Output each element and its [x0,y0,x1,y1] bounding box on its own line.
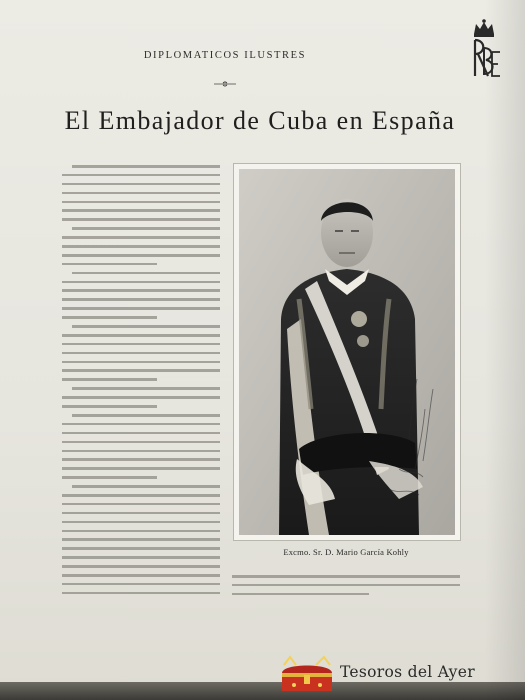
text-line [62,432,220,435]
text-line [72,272,220,275]
text-line [62,369,220,372]
text-line [62,236,220,239]
text-line [62,458,220,461]
text-line [62,174,220,177]
text-line [72,414,220,417]
header-ornament-icon [214,80,236,88]
text-line [232,584,460,587]
text-line [72,387,220,390]
text-line [62,209,220,212]
text-line [62,476,157,479]
text-line [62,467,220,470]
text-line [62,538,220,541]
text-line [62,494,220,497]
text-line [62,574,220,577]
text-line [62,218,220,221]
royal-crown-monogram-icon [466,18,502,80]
text-line [62,307,220,310]
portrait-caption: Excmo. Sr. D. Mario García Kohly [283,547,409,557]
text-line [62,361,220,364]
text-line [62,450,220,453]
portrait-illustration [239,169,455,535]
text-line [62,512,220,515]
watermark [276,655,516,697]
text-line [232,593,369,596]
text-line [62,343,220,346]
text-line [62,298,220,301]
text-line [62,183,220,186]
text-line [62,423,220,426]
article-title: El Embajador de Cuba en España [64,106,456,135]
text-line [72,485,220,488]
text-line [232,575,460,578]
text-line [62,192,220,195]
text-line [62,592,220,595]
text-line [62,254,220,257]
text-line [62,583,220,586]
text-line [62,565,220,568]
text-line [72,325,220,328]
text-line [62,556,220,559]
text-line [62,289,220,292]
text-line [62,503,220,506]
text-line [62,281,220,284]
text-line [72,165,220,168]
text-line [62,521,220,524]
text-line [62,405,157,408]
text-line [62,245,220,248]
text-line [62,547,220,550]
watermark-brand: Tesoros del Ayer [340,663,475,681]
portrait-frame [233,163,461,541]
text-line [62,352,220,355]
text-line [62,530,220,533]
text-line [62,316,157,319]
section-header: DIPLOMATICOS ILUSTRES [143,50,307,61]
text-line [62,396,220,399]
text-line [62,263,157,266]
article-text-continued [232,575,460,602]
text-line [62,334,220,337]
text-line [72,227,220,230]
text-line [62,201,220,204]
article-text-column [62,165,220,605]
text-line [62,378,157,381]
treasure-chest-logo-icon [276,655,338,697]
text-line [62,441,220,444]
portrait-photo [239,169,455,535]
